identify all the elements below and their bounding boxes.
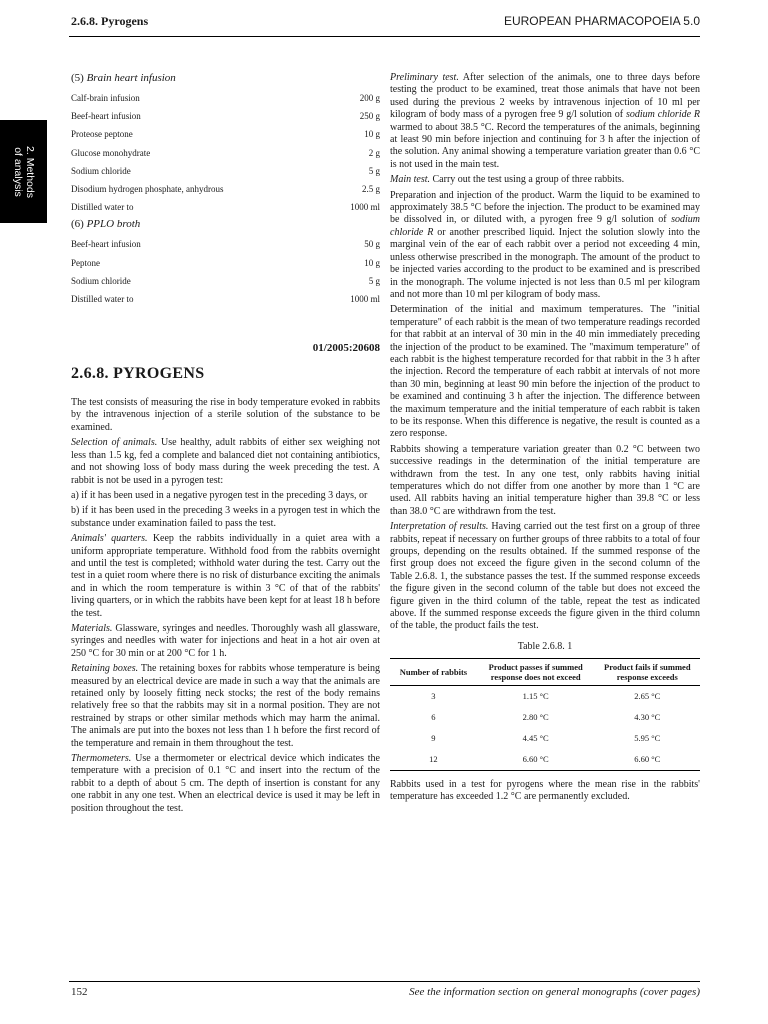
media-ingredient-row (71, 125, 380, 143)
paragraph-text: After selection of the animals, one to three days before testing the product to be examined, treat those animals that have not been used during the previous 2 weeks by intravenous injection of 10 ml per kilogram of body mass of a pyrogen free 9 g/l solution of (390, 72, 700, 121)
table-header-fails: Product fails if summed response exceeds (595, 658, 700, 685)
paragraph-lead: Preliminary test. (390, 72, 459, 83)
ingredient-name: Sodium chloride (71, 275, 131, 286)
right-text (390, 72, 700, 633)
paragraph-lead: Thermometers. (71, 753, 132, 765)
table-header-rabbits: Number of rabbits (390, 658, 477, 685)
table-row (390, 685, 700, 707)
table-cell: 1.15 °C (522, 691, 549, 702)
chapter-title: 2.6.8. PYROGENS (71, 365, 205, 383)
paragraph-text: Glassware, syringes and needles. Thoroughly wash all glassware, syringes and needles with water for injections and heat in a hot air oven at 250 °C for 30 min or at 200 °C for 1 h. (71, 622, 380, 659)
body-paragraph (71, 490, 380, 502)
media-name: PPLO broth (86, 218, 141, 231)
body-paragraph (71, 505, 380, 530)
body-paragraph (71, 437, 380, 487)
closing-paragraph: Rabbits used in a test for pyrogens where the mean rise in the rabbits' temperature has exceeded 1.2 °C are permanently excluded. (390, 778, 700, 803)
body-paragraph (71, 397, 380, 434)
paragraph-text: b) if it has been used in the preceding 3 weeks in a pyrogen test in which the substance under examination failed to pass the test. (71, 505, 380, 529)
ingredient-amount: 2 g (368, 147, 380, 158)
ingredient-name: Proteose peptone (71, 129, 133, 140)
header-rule (69, 36, 700, 37)
ingredient-name: Distilled water to (71, 202, 134, 213)
section-side-tab (0, 120, 47, 223)
paragraph-lead: Materials. (71, 622, 113, 634)
table-cell: 6.60 °C (477, 749, 595, 771)
table-header-passes: Product passes if summed response does not exceed (477, 658, 595, 685)
paragraph-text: Use healthy, adult rabbits of either sex weighing not less than 1.5 kg, fed a complete and balanced diet not containing antibiotics, and not showing loss of body mass during the week preceding the test. A rabbit is not be used in a pyrogen test: (71, 437, 381, 486)
table-cell: 9 (431, 733, 436, 744)
paragraph-text: Rabbits showing a temperature variation greater than 0.2 °C between two successive readings in the determination of the initial temperature are withdrawn from the test. In any one test, only rabbits having initial temperatures which do not differ from one another by more than 1 °C are used. All rabbits having an initial temperature higher than 39.8 °C or less than 38.0 °C are withdrawn from the test. (390, 443, 700, 517)
paragraph-text: Keep the rabbits individually in a quiet area with a uniform appropriate temperature. Withhold food from the rabbits overnight and until the test is completed; withhold water during the test. Carry out the test in a quiet room where there is no risk of disturbance exciting the animals and in which the room temperature is within 3 °C of that of the rabbits' living quarters, or in which the rabbits have been kept for at least 18 h before the test. (71, 533, 380, 619)
table-row (390, 749, 700, 771)
body-paragraph (390, 174, 700, 186)
ingredient-amount: 2.5 g (362, 183, 380, 194)
results-table (390, 658, 700, 771)
paragraph-lead: Animals' quarters. (71, 533, 148, 545)
ingredient-name: Peptone (71, 257, 100, 268)
side-tab-line-1: 2. Methods (23, 145, 36, 198)
ingredient-amount: 5 g (368, 275, 380, 286)
body-paragraph (390, 190, 700, 302)
ingredient-name: Sodium chloride (71, 165, 131, 176)
body-paragraph (390, 444, 700, 518)
ingredient-amount: 1000 ml (350, 293, 380, 304)
running-header-section: 2.6.8. Pyrogens (71, 14, 149, 28)
table-cell: 2.80 °C (522, 712, 549, 723)
table-cell: 4.45 °C (522, 733, 549, 744)
body-paragraph (390, 304, 700, 440)
body-paragraph (71, 753, 380, 815)
table-cell: 6.60 °C (595, 749, 700, 771)
paragraph-text: The test consists of measuring the rise in body temperature evoked in rabbits by the intravenous injection of a sterile solution of the substance to be examined. (71, 397, 380, 433)
right-column (390, 72, 700, 807)
media-number: (5) (71, 72, 84, 84)
media-ingredient-row (71, 290, 380, 308)
media-ingredient-row (71, 198, 380, 216)
table-cell: 2.65 °C (634, 691, 661, 702)
table-cell: 4.30 °C (634, 712, 661, 723)
reagent-name: sodium chloride R (390, 214, 700, 238)
ingredient-amount: 50 g (364, 239, 380, 250)
paragraph-lead: Selection of animals. (71, 437, 158, 449)
paragraph-text: a) if it has been used in a negative pyrogen test in the preceding 3 days, or (71, 489, 368, 501)
table-cell: 12 (390, 749, 477, 771)
ingredient-name: Disodium hydrogen phosphate, anhydrous (71, 183, 224, 194)
ingredient-amount: 5 g (368, 165, 380, 176)
left-column (71, 72, 380, 818)
paragraph-lead: Interpretation of results. (390, 521, 489, 533)
media-name: Brain heart infusion (86, 72, 176, 84)
footer-rule (69, 981, 700, 982)
body-paragraph (71, 533, 380, 620)
ingredient-name: Glucose monohydrate (71, 147, 151, 158)
media-formulas (71, 72, 380, 308)
paragraph-text: Determination of the initial and maximum temperatures. The "initial temperature" of each rabbit is the mean of two temperature readings recorded for that rabbit at an interval of 30 min in the 40 min immediately preceding the injection of the product to be examined. The "maximum temperature" of each rabbit is the highest temperature recorded for that rabbit in the 3 h after the injection. Record the temperature of each rabbit at intervals of not more than 30 min, beginning at least 90 min before the injection of the product to be examined and continuing 3 h after the injection. The difference between the maximum temperature and the initial temperature of each rabbit is taken to be its response. When this difference is negative, the result is counted as a zero response. (390, 304, 700, 440)
document-id: 01/2005:20608 (312, 342, 380, 355)
ingredient-amount: 1000 ml (350, 202, 380, 213)
body-paragraph (390, 521, 700, 633)
running-header-publication: EUROPEAN PHARMACOPOEIA 5.0 (503, 14, 700, 28)
side-tab-line-2: of analysis (11, 146, 24, 197)
media-ingredient-row (71, 89, 380, 107)
ingredient-name: Beef-heart infusion (71, 111, 141, 122)
media-ingredient-row (71, 180, 380, 198)
left-text (71, 397, 380, 815)
media-heading (71, 218, 380, 231)
paragraph-lead: Retaining boxes. (71, 663, 139, 675)
media-ingredient-row (71, 144, 380, 162)
table-cell: 3 (431, 691, 436, 702)
ingredient-amount: 10 g (364, 257, 380, 268)
ingredient-amount: 250 g (359, 111, 380, 122)
body-paragraph (71, 663, 380, 750)
table-row (390, 728, 700, 749)
media-ingredient-row (71, 254, 380, 272)
ingredient-amount: 200 g (359, 93, 380, 103)
body-paragraph (71, 623, 380, 660)
paragraph-text: or another prescribed liquid. Inject the solution slowly into the marginal vein of the ear of each rabbit over a period not exceeding 4 min, unless otherwise prescribed in the monograph. The amount of the product to be injected varies according to the product to be examined and is prescribed in the monograph. The volume injected is not less than 0.5 ml per kilogram and not more than 10 ml per kilogram of body mass. (390, 226, 700, 300)
table-cell: 6 (431, 712, 436, 723)
ingredient-name: Calf-brain infusion (71, 93, 140, 103)
media-number: (6) (71, 218, 84, 231)
media-ingredient-row (71, 107, 380, 125)
page-number: 152 (71, 986, 88, 998)
paragraph-text: Preparation and injection of the product. Warm the liquid to be examined to approximately 38.5 °C before the injection. The product to be examined may be dissolved in, or diluted with, a pyrogen free 9 g/l solution of (390, 189, 700, 226)
paragraph-text: warmed to about 38.5 °C. Record the temperatures of the animals, beginning at least 90 min before injection and continuing for 3 h after the injection of the solution. Any animal showing a temperature variation greater than 0.6 °C is not used in the main test. (390, 121, 700, 170)
table-caption: Table 2.6.8. 1 (517, 640, 573, 652)
paragraph-text: The retaining boxes for rabbits whose temperature is being measured by an electrical device are made in such a way that the animals are retained only by loosely fitting neck stocks; the rest of the body remains relatively free so that the rabbits may sit in a normal position. They are not restrained by straps or other similar methods which may harm the animal. The animals are put into the boxes not less than 1 h before the first record of the temperature and remain in them throughout the test. (71, 663, 380, 749)
reagent-name: sodium chloride R (625, 109, 700, 121)
body-paragraph (390, 72, 700, 171)
table-cell: 5.95 °C (634, 733, 661, 744)
ingredient-name: Distilled water to (71, 293, 134, 304)
paragraph-lead: Main test. (390, 174, 430, 186)
ingredient-name: Beef-heart infusion (71, 239, 141, 250)
media-ingredient-row (71, 235, 380, 253)
media-ingredient-row (71, 272, 380, 290)
ingredient-amount: 10 g (364, 129, 380, 140)
table-row (390, 707, 700, 728)
footer-note: See the information section on general monographs (cover pages) (409, 986, 700, 998)
paragraph-text: Carry out the test using a group of three rabbits. (430, 174, 625, 186)
paragraph-text: Having carried out the test first on a group of three rabbits, repeat if necessary on further groups of three rabbits to a total of four groups, depending on the results obtained. If the summed response of the first group does not exceed the figure given in the second column of the Table 2.6.8. 1, the substance passes the test. If the summed response exceeds the figure given in the second column of the table but does not exceed the figure given in the third column of the table, repeat the test as indicated above. If the summed response exceeds the figure given in the third column of the table, the product fails the test. (390, 521, 700, 632)
media-heading (71, 72, 380, 85)
media-ingredient-row (71, 162, 380, 180)
paragraph-text: Use a thermometer or electrical device which indicates the temperature with a precision of 0.1 °C and insert into the rectum of the rabbit to a depth of about 5 cm. The depth of insertion is constant for any one rabbit in any one test. When an electrical device is used it may be left in position throughout the test. (71, 753, 380, 814)
